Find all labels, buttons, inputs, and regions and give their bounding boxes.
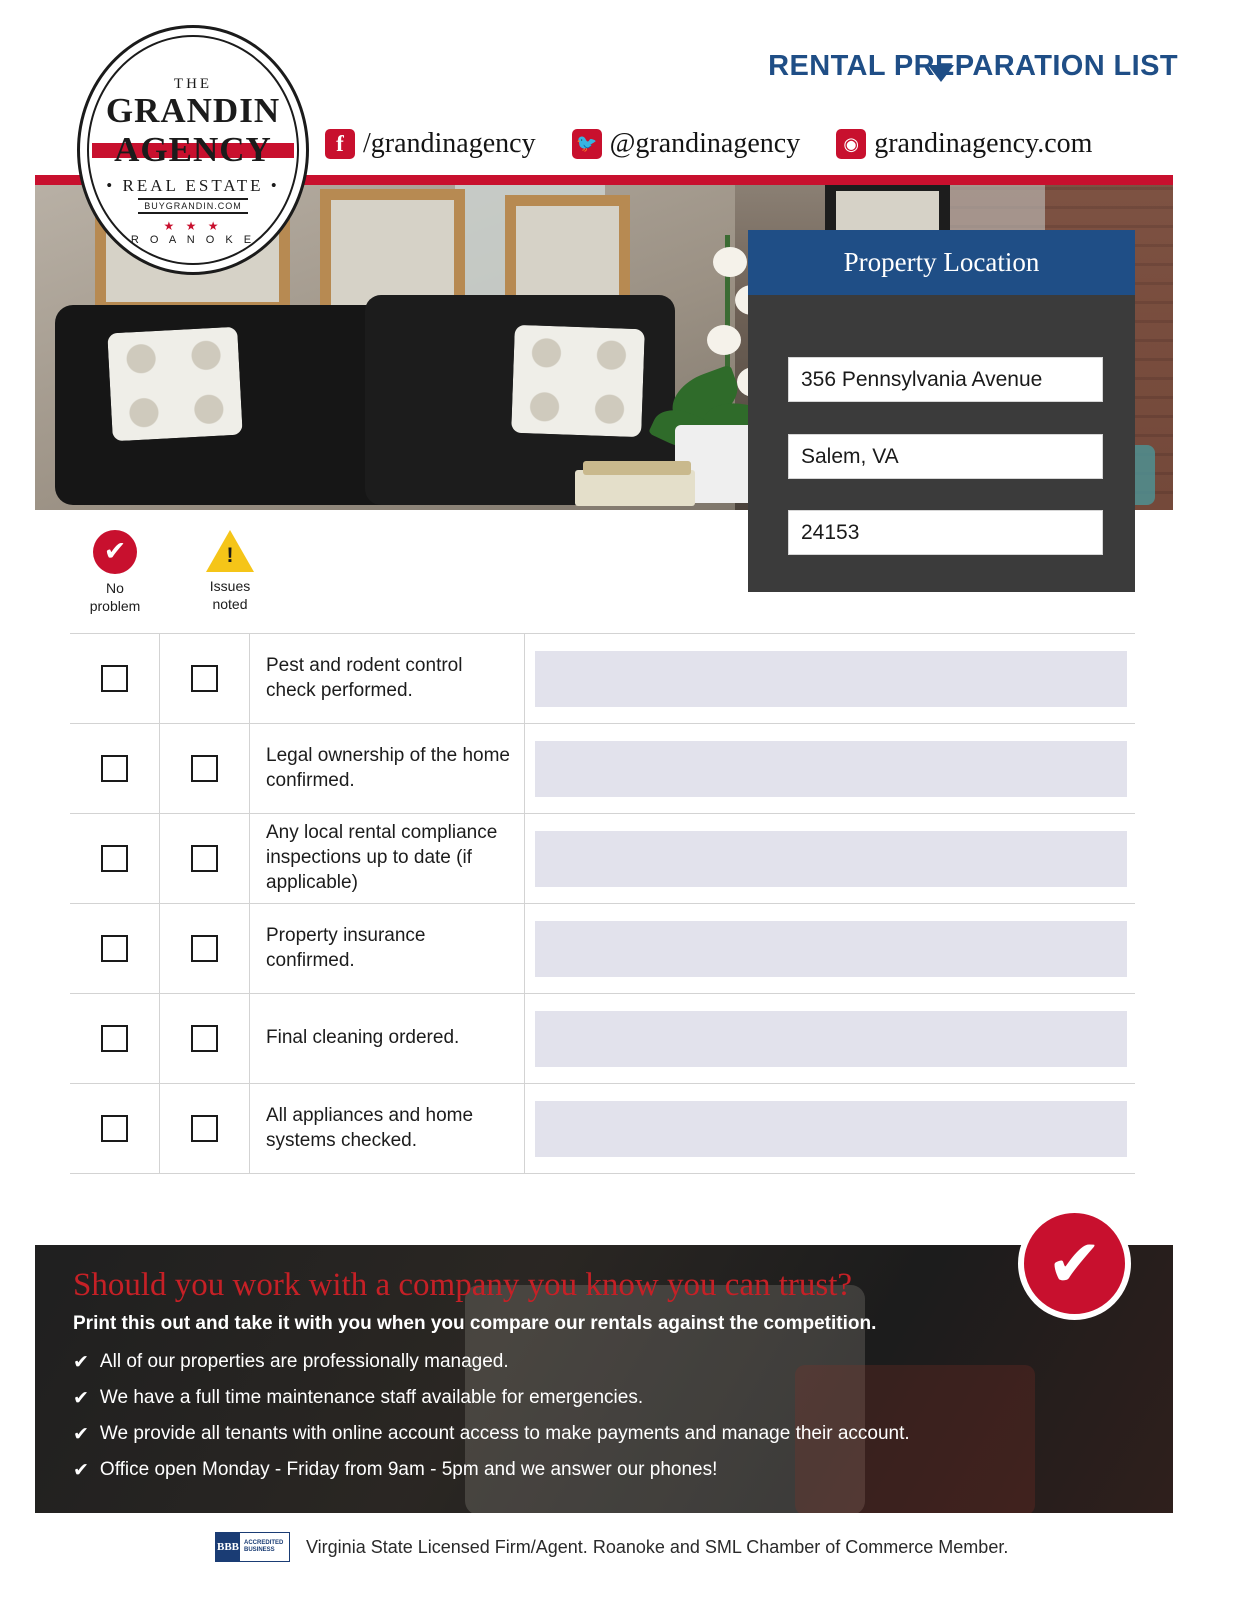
list-item — [73, 1423, 910, 1445]
bbb-line2: BUSINESS — [244, 1547, 275, 1553]
legend-issues-line2: noted — [212, 595, 248, 612]
notes-cell[interactable] — [525, 904, 1135, 993]
checkbox-issues-noted[interactable] — [191, 665, 218, 692]
list-item — [73, 1459, 910, 1481]
checkbox-no-problem[interactable] — [101, 845, 128, 872]
seal-check-icon: ✔ — [1018, 1207, 1131, 1320]
logo-real-estate: • REAL ESTATE • — [106, 175, 280, 195]
logo-city: R O A N O K E — [130, 233, 256, 246]
table-row — [70, 994, 1135, 1084]
bbb-accredited-icon — [215, 1532, 290, 1562]
checkbox-issues-noted[interactable] — [191, 935, 218, 962]
check-icon: ✔ — [73, 1423, 89, 1445]
list-item-label: All of our properties are professionally managed. — [99, 1351, 509, 1372]
task-label: Property insurance confirmed. — [250, 904, 525, 993]
notes-cell[interactable] — [525, 634, 1135, 723]
notes-field[interactable] — [535, 1011, 1127, 1067]
list-item — [73, 1387, 910, 1409]
property-location-heading: Property Location — [748, 230, 1135, 295]
address-field[interactable]: 356 Pennsylvania Avenue — [788, 357, 1103, 402]
facebook-handle: /grandinagency — [363, 128, 536, 159]
footer-text: Virginia State Licensed Firm/Agent. Roanoke and SML Chamber of Commerce Member. — [306, 1536, 1009, 1557]
no-problem-cell[interactable] — [70, 994, 160, 1083]
website-handle: grandinagency.com — [874, 128, 1093, 159]
table-row — [70, 634, 1135, 724]
checklist-table — [70, 633, 1135, 1174]
city-field[interactable]: Salem, VA — [788, 434, 1103, 479]
company-logo — [77, 25, 309, 275]
table-row — [70, 1084, 1135, 1174]
check-icon: ✔ — [73, 1387, 89, 1409]
checkbox-issues-noted[interactable] — [191, 1115, 218, 1142]
notes-field[interactable] — [535, 1101, 1127, 1157]
logo-grandin: GRANDIN — [105, 91, 281, 130]
logo-the: THE — [173, 76, 213, 92]
bbb-letters: BBB — [216, 1533, 240, 1561]
list-item — [73, 1351, 910, 1373]
facebook-icon: f — [325, 129, 355, 159]
social-twitter[interactable] — [572, 128, 801, 160]
list-item-label: We provide all tenants with online account access to make payments and manage their account. — [99, 1423, 910, 1444]
task-label: All appliances and home systems checked. — [250, 1084, 525, 1173]
issues-cell[interactable] — [160, 814, 250, 903]
legend-no-problem-line2: problem — [89, 597, 141, 614]
no-problem-cell[interactable] — [70, 814, 160, 903]
notes-field[interactable] — [535, 651, 1127, 707]
checkbox-issues-noted[interactable] — [191, 755, 218, 782]
logo-red-bar — [92, 143, 294, 158]
issues-cell[interactable] — [160, 1084, 250, 1173]
issues-cell[interactable] — [160, 994, 250, 1083]
notes-field[interactable] — [535, 921, 1127, 977]
no-problem-cell[interactable] — [70, 724, 160, 813]
checkbox-no-problem[interactable] — [101, 755, 128, 782]
trust-subtitle: Print this out and take it with you when you compare our rentals against the competition. — [73, 1313, 877, 1334]
trust-band — [35, 1245, 1173, 1513]
trust-bullet-list — [73, 1351, 910, 1495]
notes-cell[interactable] — [525, 1084, 1135, 1173]
task-label: Pest and rodent control check performed. — [250, 634, 525, 723]
page-footer — [0, 1522, 1236, 1572]
property-card-pointer-icon — [928, 65, 954, 82]
task-label: Any local rental compliance inspections up to date (if applicable) — [250, 814, 525, 903]
no-problem-cell[interactable] — [70, 904, 160, 993]
logo-agency: AGENCY — [114, 129, 272, 169]
twitter-handle: @grandinagency — [609, 128, 801, 159]
twitter-icon: 🐦 — [572, 129, 602, 159]
notes-cell[interactable] — [525, 724, 1135, 813]
check-icon: ✔ — [73, 1459, 89, 1481]
task-label: Final cleaning ordered. — [250, 994, 525, 1083]
no-problem-cell[interactable] — [70, 634, 160, 723]
list-item-label: We have a full time maintenance staff available for emergencies. — [99, 1387, 644, 1408]
table-row — [70, 724, 1135, 814]
bbb-line1: ACCREDITED — [244, 1539, 284, 1546]
checkbox-no-problem[interactable] — [101, 665, 128, 692]
task-label: Legal ownership of the home confirmed. — [250, 724, 525, 813]
no-problem-cell[interactable] — [70, 1084, 160, 1173]
notes-cell[interactable] — [525, 814, 1135, 903]
checkbox-no-problem[interactable] — [101, 935, 128, 962]
checkbox-no-problem[interactable] — [101, 1025, 128, 1052]
notes-cell[interactable] — [525, 994, 1135, 1083]
issues-cell[interactable] — [160, 904, 250, 993]
warning-icon — [206, 530, 254, 572]
logo-stars-icon: ★ ★ ★ — [163, 218, 223, 233]
legend-issues-noted — [185, 530, 275, 613]
notes-field[interactable] — [535, 741, 1127, 797]
check-icon: ✔ — [93, 530, 137, 574]
page-title: RENTAL PREPARATION LIST — [768, 50, 1178, 82]
website-icon: ◉ — [836, 129, 866, 159]
check-icon: ✔ — [73, 1351, 89, 1373]
legend-issues-line1: Issues — [209, 578, 251, 594]
social-facebook[interactable] — [325, 128, 536, 160]
table-row — [70, 904, 1135, 994]
checkbox-issues-noted[interactable] — [191, 1025, 218, 1052]
social-links — [325, 128, 1092, 160]
checklist-legend — [70, 530, 340, 625]
legend-no-problem-line1: No — [106, 580, 124, 596]
issues-cell[interactable] — [160, 724, 250, 813]
logo-website: BUYGRANDIN.COM — [138, 198, 248, 214]
legend-no-problem — [70, 530, 160, 615]
checkbox-no-problem[interactable] — [101, 1115, 128, 1142]
zip-code-field[interactable]: 24153 — [788, 510, 1103, 555]
trust-title: Should you work with a company you know you can trust? — [73, 1267, 853, 1303]
warning-exclamation: ! — [226, 544, 234, 567]
issues-cell[interactable] — [160, 634, 250, 723]
list-item-label: Office open Monday - Friday from 9am - 5pm and we answer our phones! — [99, 1459, 718, 1480]
social-website[interactable] — [836, 128, 1092, 160]
notes-field[interactable] — [535, 831, 1127, 887]
table-row — [70, 814, 1135, 904]
checkbox-issues-noted[interactable] — [191, 845, 218, 872]
